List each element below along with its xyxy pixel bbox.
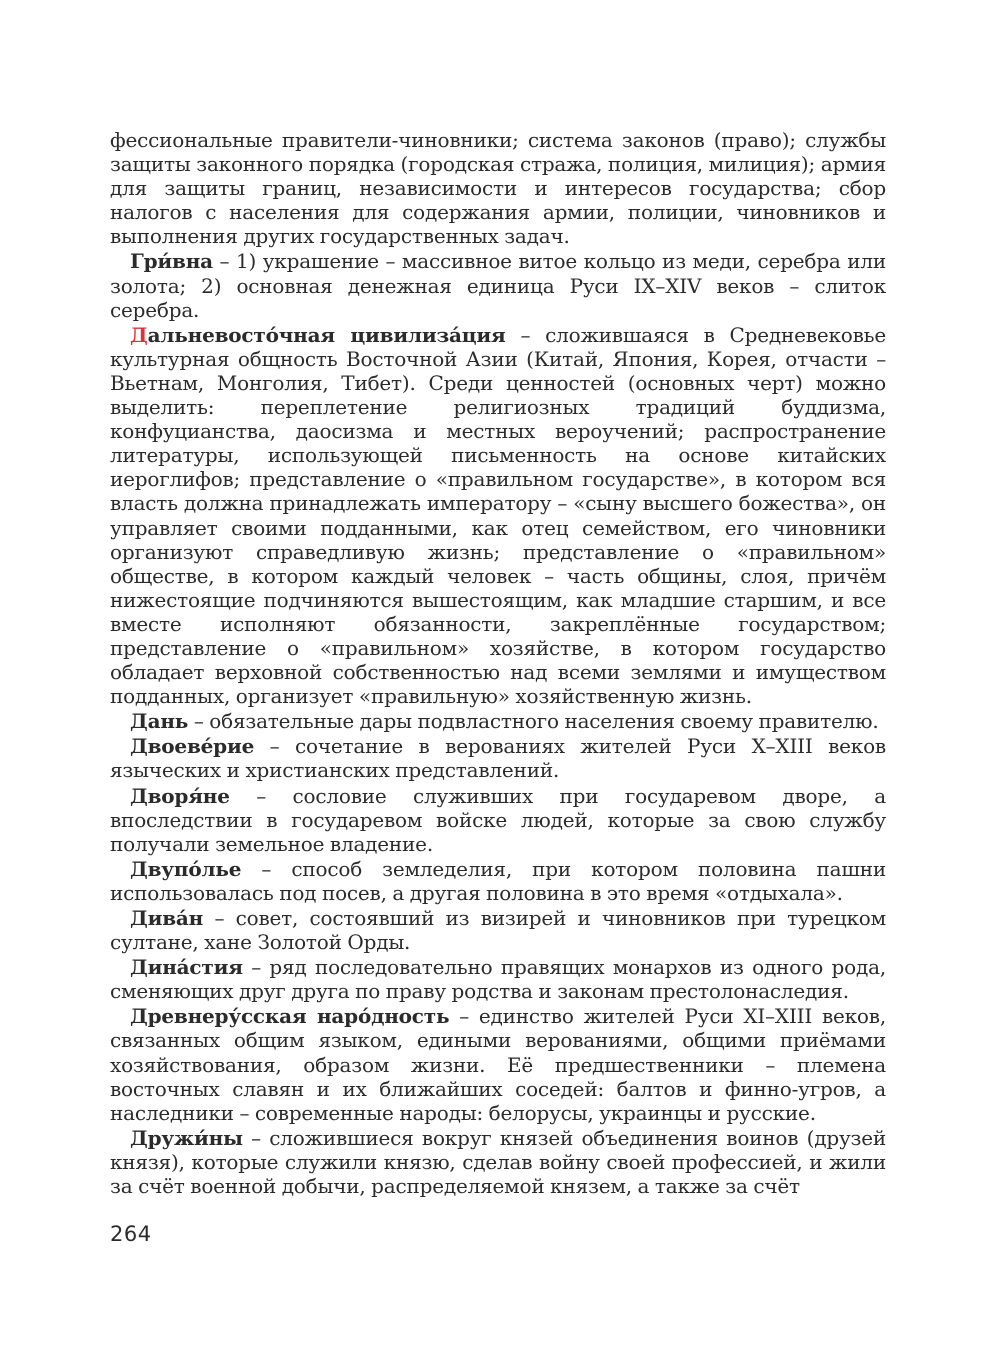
glossary-term: Древнеру́сская наро́дность (130, 1004, 450, 1029)
red-initial-letter: Д (130, 322, 148, 347)
glossary-intro-continuation (110, 128, 886, 248)
glossary-entry-dvupolye (110, 857, 886, 905)
glossary-definition: – обязательные дары подвластного населения своему правителю. (188, 709, 879, 734)
glossary-definition: – сословие служивших при государевом дворе, а впоследствии в государевом войске людей, которые за свою службу получали земельное владение. (110, 783, 886, 856)
glossary-definition: – сочетание в верованиях жителей Руси X–XIII веков языческих и христианских представлений. (110, 734, 886, 783)
page-number: 264 (110, 1222, 152, 1246)
glossary-definition: – сложившиеся вокруг князей объединения воинов (друзей князя), которые служили князю, сделав войну своей профессией, и жили за счёт военной добычи, распределяемой князем, а также за счёт (110, 1125, 886, 1199)
glossary-definition: – совет, состоявший из визирей и чиновников при турецком султане, хане Золотой Орды. (110, 906, 886, 955)
glossary-entry-dan (110, 709, 886, 733)
glossary-term: альневосто́чная цивилиза́ция (147, 322, 506, 347)
glossary-term: Дань (130, 709, 189, 734)
glossary-entry-druzhiny (110, 1126, 886, 1198)
glossary-definition: – единство жителей Руси XI–XIII веков, связанных общим языком, едиными верованиями, общими приёмами хозяйствования, образом жизни. Её предшественники – племена восточных славян и их ближайших соседей: балтов и финно-угров, а наследники – современные народы: белорусы, украинцы и русские. (110, 1004, 886, 1125)
glossary-definition: – ряд последовательно правящих монархов из одного рода, сменяющих друг друга по праву родства и законам престолонаследия. (110, 955, 886, 1004)
glossary-entry-dvoeverie (110, 734, 886, 782)
glossary-definition: – сложившаяся в Средневековье культурная общность Восточной Азии (Китай, Япония, Корея, отчасти – Вьетнам, Монголия, Тибет). Среди ценностей (основных черт) можно выделить: переплетение религиозных традиций буддизма, конфуцианства, даосизма и местных вероучений; распространение литературы, использующей письменность на основе китайских иероглифов; представление о «правильном государстве», в котором вся власть должна принадлежать императору – «сыну высшего божества», он управляет своими подданными, как отец семейством, его чиновники организуют справедливую жизнь; представление о «правильном» обществе, в котором каждый человек – часть общины, слоя, причём нижестоящие подчиняются вышестоящим, как младшие старшим, и все вместе исполняют обязанности, закреплённые государством; представление о «правильном» хозяйстве, в котором государство обладает верховной собственностью над всеми землями и имуществом подданных, организует «правильную» хозяйственную жизнь. (110, 322, 886, 709)
glossary-entry-divan (110, 906, 886, 954)
glossary-term: Двупо́лье (130, 856, 242, 881)
glossary-entry-far-eastern-civilization (110, 323, 886, 709)
glossary-term: Гри́вна (130, 249, 213, 274)
glossary-entry-dinastiya (110, 955, 886, 1003)
glossary-definition: – 1) украшение – массивное витое кольцо из меди, серебра или золота; 2) основная денежная единица Руси IX–XIV веков – слиток серебра. (110, 249, 886, 322)
glossary-term: Дворя́не (130, 783, 230, 808)
glossary-term: Дива́н (130, 906, 204, 930)
glossary-entry-grivna (110, 249, 886, 321)
glossary-term: Дина́стия (130, 955, 243, 980)
glossary-term: Дружи́ны (130, 1125, 243, 1150)
glossary-entry-dvoryane (110, 784, 886, 856)
glossary-definition: – способ земледелия, при котором половина пашни использовалась под посев, а другая половина в это время «отдыхала». (110, 856, 886, 905)
glossary-page (110, 128, 886, 1199)
glossary-term: Двоеве́рие (130, 734, 255, 759)
glossary-entry-old-russian-nationality (110, 1004, 886, 1124)
intro-text: фессиональные правители-чиновники; система законов (право); службы защиты законного порядка (городская стража, полиция, милиция); армия для защиты границ, независимости и интересов государства; сбор налогов с населения для содержания армии, полиции, чиновников и выполнения других государственных задач. (110, 128, 886, 249)
